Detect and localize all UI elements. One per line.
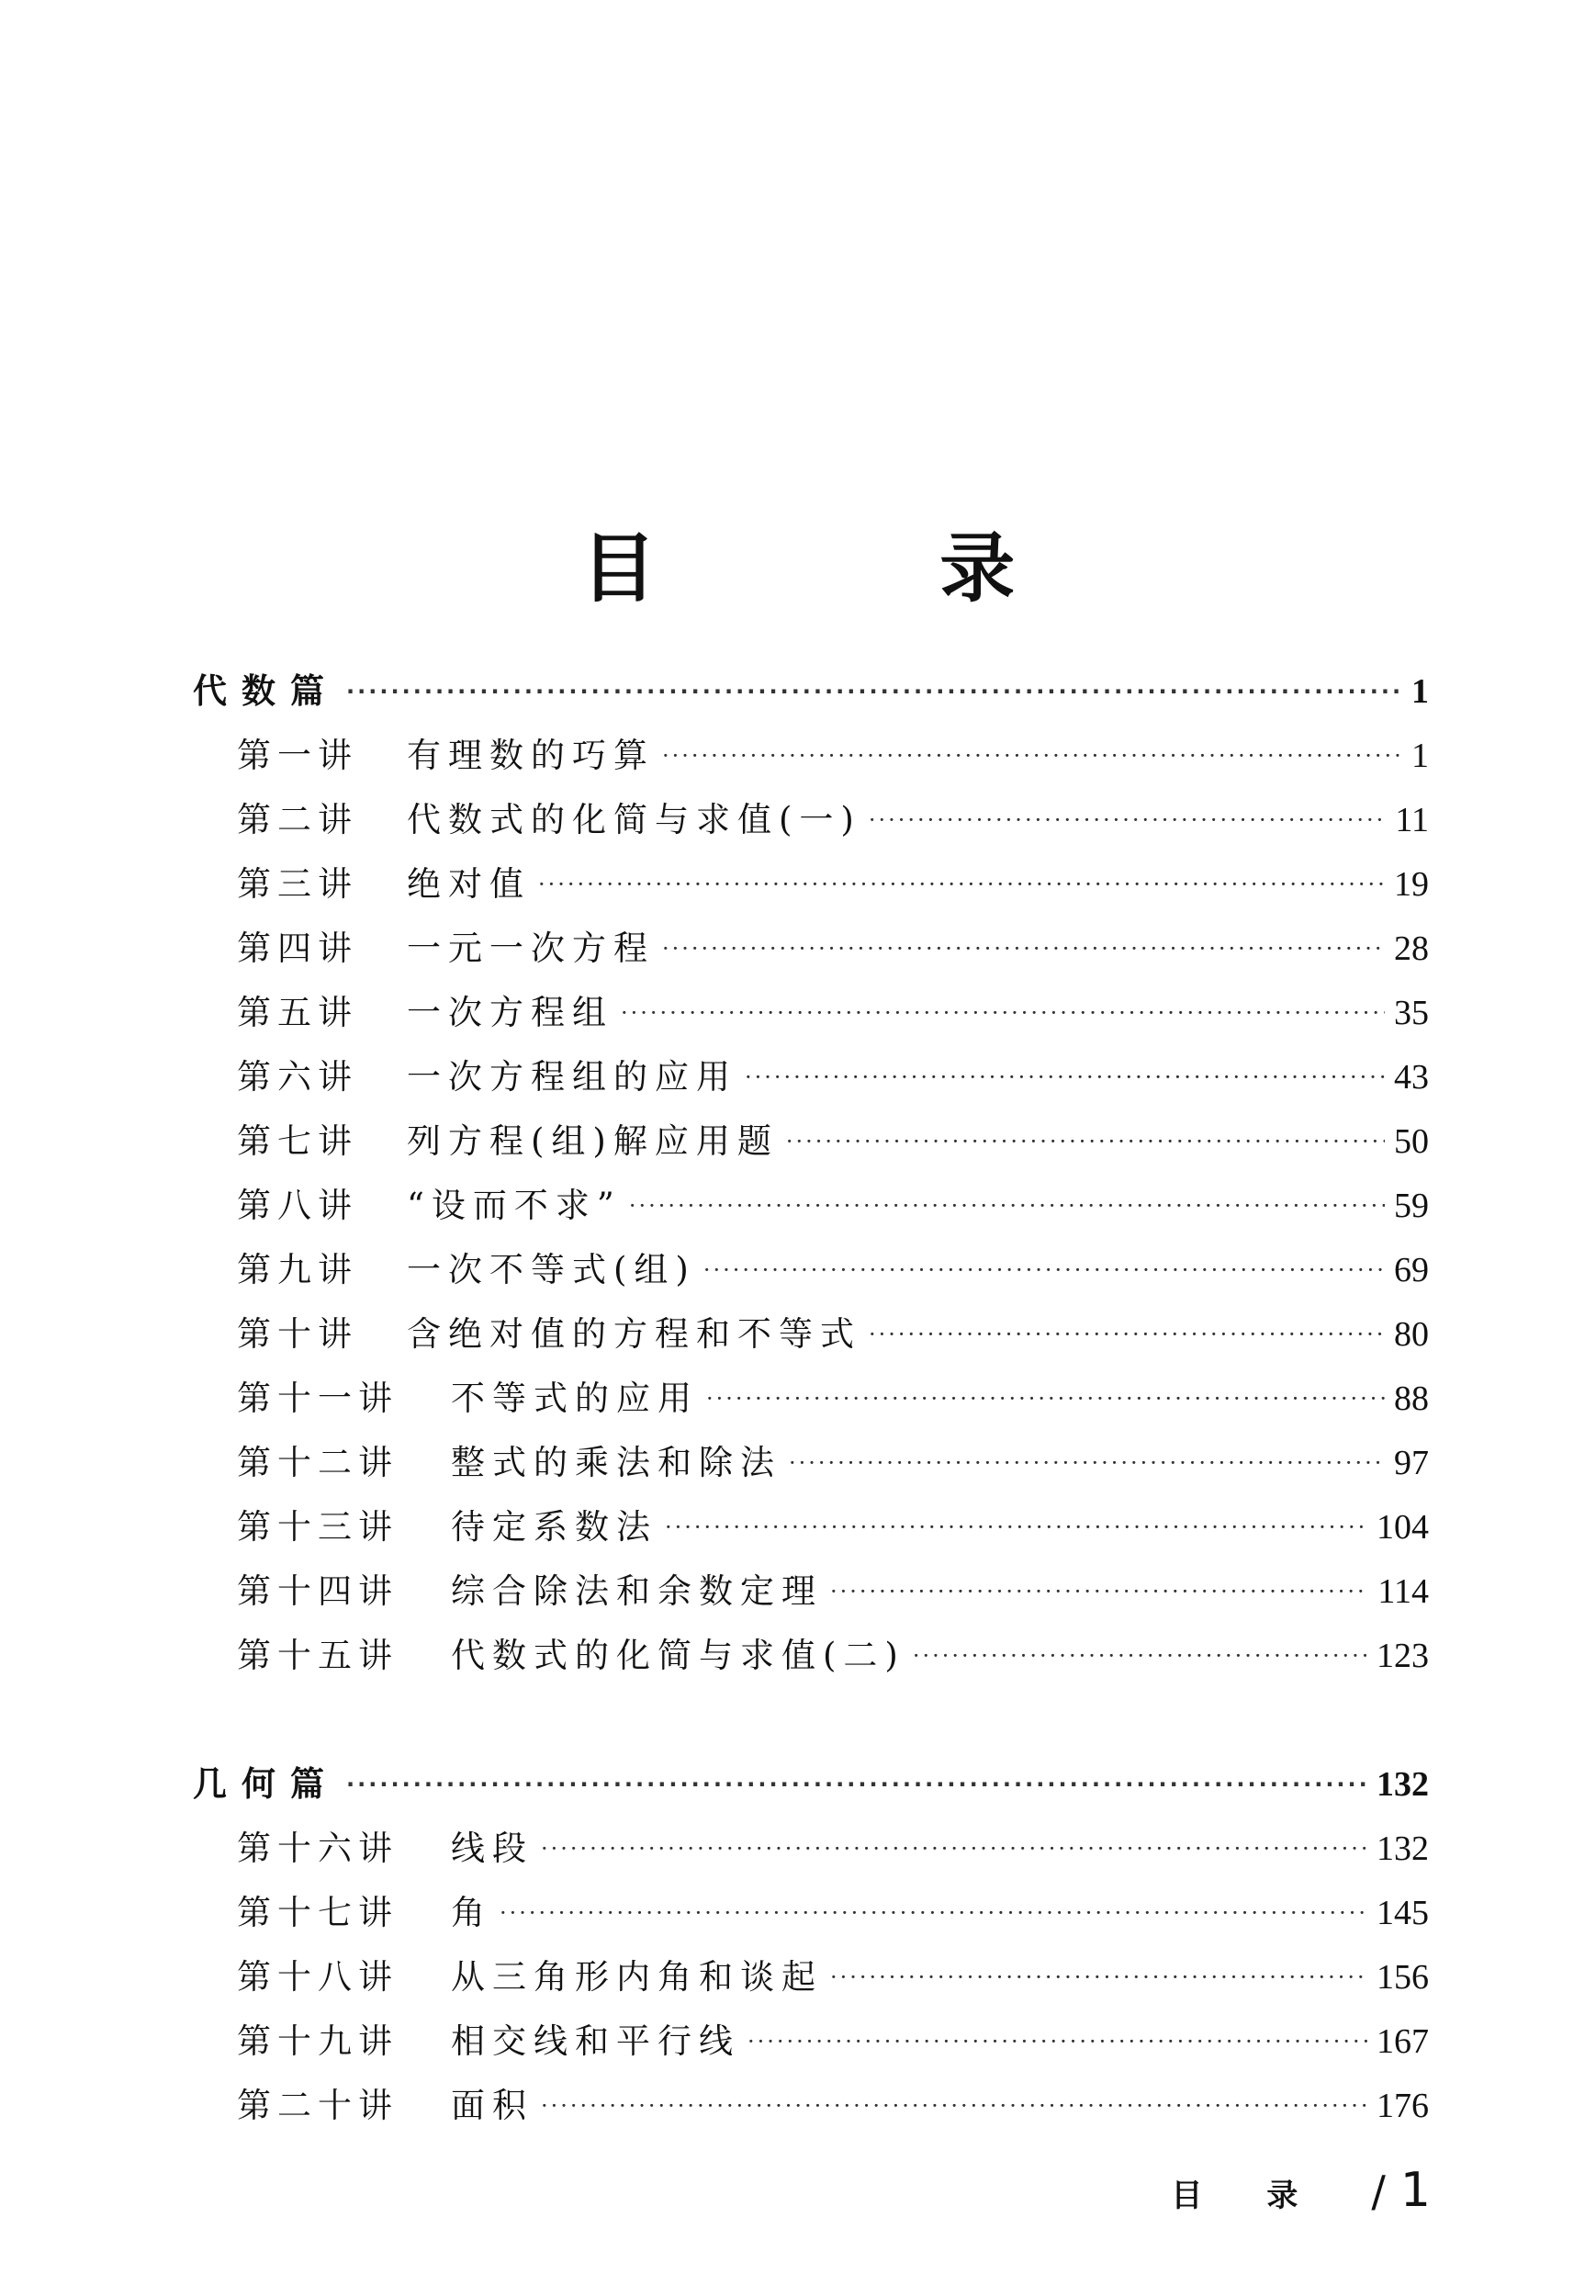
- toc-entry[interactable]: [193, 1817, 1429, 1881]
- page-number: 28: [1394, 929, 1429, 968]
- dot-leader: [346, 1752, 1367, 1817]
- dot-leader: [706, 1367, 1385, 1431]
- footer-separator: /: [1371, 2167, 1386, 2216]
- part-title: 代数篇: [193, 671, 339, 711]
- toc-part-algebra[interactable]: [193, 659, 1429, 724]
- page-number: 132: [1377, 1829, 1429, 1868]
- page-number: 156: [1377, 1958, 1429, 1997]
- lecture-title: 绝对值: [407, 864, 531, 904]
- lecture-title: 一次不等式(组): [407, 1250, 696, 1289]
- lecture-number: 第二十讲: [237, 2086, 399, 2125]
- page-number: 11: [1395, 801, 1429, 839]
- dot-leader: [703, 1238, 1385, 1302]
- dot-leader: [541, 2074, 1367, 2138]
- lecture-title: 综合除法和余数定理: [451, 1571, 823, 1611]
- dot-leader: [662, 724, 1402, 788]
- toc-entry[interactable]: [193, 2009, 1429, 2074]
- page-number: 35: [1394, 994, 1429, 1032]
- page-number: 176: [1377, 2087, 1429, 2125]
- page-number: 88: [1394, 1379, 1429, 1418]
- page-number: 69: [1394, 1251, 1429, 1289]
- toc-entry[interactable]: [193, 788, 1429, 852]
- dot-leader: [629, 1174, 1385, 1238]
- toc-entry[interactable]: [193, 1109, 1429, 1174]
- toc-entry[interactable]: [193, 724, 1429, 788]
- page-number: 59: [1394, 1187, 1429, 1225]
- lecture-number: 第十六讲: [237, 1829, 399, 1868]
- lecture-title: 一次方程组的应用: [407, 1057, 737, 1097]
- lecture-number: 第八讲: [237, 1186, 358, 1225]
- footer-section-title: 目录: [1171, 2178, 1363, 2214]
- lecture-number: 第四讲: [237, 929, 358, 968]
- lecture-title: 整式的乘法和除法: [451, 1443, 781, 1482]
- part-title: 几何篇: [193, 1764, 339, 1804]
- page-number: 97: [1394, 1444, 1429, 1482]
- dot-leader: [830, 1945, 1367, 2009]
- lecture-number: 第十七讲: [237, 1893, 399, 1932]
- lecture-title: 有理数的巧算: [407, 736, 655, 775]
- lecture-number: 第一讲: [237, 736, 358, 775]
- dot-leader: [665, 1495, 1367, 1559]
- lecture-number: 第七讲: [237, 1121, 358, 1161]
- toc-entry[interactable]: [193, 1045, 1429, 1109]
- toc-entry[interactable]: [193, 1238, 1429, 1302]
- lecture-title: 角: [451, 1893, 492, 1932]
- dot-leader: [500, 1881, 1367, 1945]
- lecture-title: 一元一次方程: [407, 929, 655, 968]
- page-number: 43: [1394, 1058, 1429, 1097]
- page-number: 123: [1377, 1637, 1429, 1675]
- toc-entry[interactable]: [193, 1495, 1429, 1559]
- lecture-number: 第十一讲: [237, 1379, 399, 1418]
- page-number: 50: [1394, 1122, 1429, 1161]
- lecture-number: 第十八讲: [237, 1957, 399, 1997]
- lecture-number: 第十二讲: [237, 1443, 399, 1482]
- toc-entry[interactable]: [193, 981, 1429, 1045]
- toc-entry[interactable]: [193, 2074, 1429, 2138]
- toc-part-geometry[interactable]: [193, 1752, 1429, 1817]
- toc-entry[interactable]: [193, 917, 1429, 981]
- page-footer: [1171, 2163, 1431, 2218]
- lecture-title: 线段: [451, 1829, 534, 1868]
- section-gap: [193, 1688, 1429, 1752]
- toc-entry[interactable]: [193, 1367, 1429, 1431]
- dot-leader: [538, 852, 1385, 917]
- lecture-title: 一次方程组: [407, 993, 613, 1032]
- dot-leader: [541, 1817, 1367, 1881]
- dot-leader: [830, 1559, 1368, 1624]
- dot-leader: [745, 1045, 1385, 1109]
- lecture-number: 第六讲: [237, 1057, 358, 1097]
- page-title: 目 录: [580, 525, 1144, 613]
- dot-leader: [662, 917, 1385, 981]
- dot-leader: [747, 2009, 1367, 2074]
- lecture-title: 代数式的化简与求值(二): [451, 1636, 905, 1675]
- page-number: 145: [1377, 1894, 1429, 1932]
- lecture-number: 第十三讲: [237, 1507, 399, 1547]
- dot-leader: [869, 1302, 1385, 1367]
- page-number: 114: [1377, 1572, 1429, 1611]
- toc-entry[interactable]: [193, 852, 1429, 917]
- lecture-title: 列方程(组)解应用题: [407, 1121, 779, 1161]
- toc-entry[interactable]: [193, 1431, 1429, 1495]
- page-number: 80: [1394, 1315, 1429, 1354]
- lecture-title: 面积: [451, 2086, 534, 2125]
- lecture-number: 第十九讲: [237, 2021, 399, 2061]
- lecture-title: 相交线和平行线: [451, 2021, 740, 2061]
- page-number: 1: [1411, 672, 1429, 711]
- page-number: 104: [1377, 1508, 1429, 1547]
- page-number: 1: [1411, 737, 1429, 775]
- lecture-title: 待定系数法: [451, 1507, 658, 1547]
- dot-leader: [913, 1624, 1367, 1688]
- lecture-title: 不等式的应用: [451, 1379, 699, 1418]
- lecture-title: 代数式的化简与求值(一): [407, 800, 861, 839]
- dot-leader: [789, 1431, 1385, 1495]
- lecture-number: 第十讲: [237, 1314, 358, 1354]
- lecture-number: 第二讲: [237, 800, 358, 839]
- toc-entry[interactable]: [193, 1624, 1429, 1688]
- page-number: 132: [1377, 1765, 1429, 1804]
- toc-entry[interactable]: [193, 1559, 1429, 1624]
- footer-page-number: 1: [1399, 2163, 1431, 2218]
- toc-entry[interactable]: [193, 1881, 1429, 1945]
- lecture-title: “设而不求”: [407, 1186, 622, 1225]
- lecture-number: 第九讲: [237, 1250, 358, 1289]
- toc-entry[interactable]: [193, 1174, 1429, 1238]
- lecture-title: 从三角形内角和谈起: [451, 1957, 823, 1997]
- lecture-title: 含绝对值的方程和不等式: [407, 1314, 861, 1354]
- table-of-contents: [193, 659, 1429, 2138]
- page-number: 167: [1377, 2022, 1429, 2061]
- lecture-number: 第十四讲: [237, 1571, 399, 1611]
- page-number: 19: [1394, 865, 1429, 904]
- toc-entry[interactable]: [193, 1945, 1429, 2009]
- dot-leader: [869, 788, 1387, 852]
- lecture-number: 第五讲: [237, 993, 358, 1032]
- lecture-number: 第三讲: [237, 864, 358, 904]
- dot-leader: [621, 981, 1385, 1045]
- dot-leader: [786, 1109, 1385, 1174]
- dot-leader: [346, 659, 1402, 724]
- lecture-number: 第十五讲: [237, 1636, 399, 1675]
- toc-entry[interactable]: [193, 1302, 1429, 1367]
